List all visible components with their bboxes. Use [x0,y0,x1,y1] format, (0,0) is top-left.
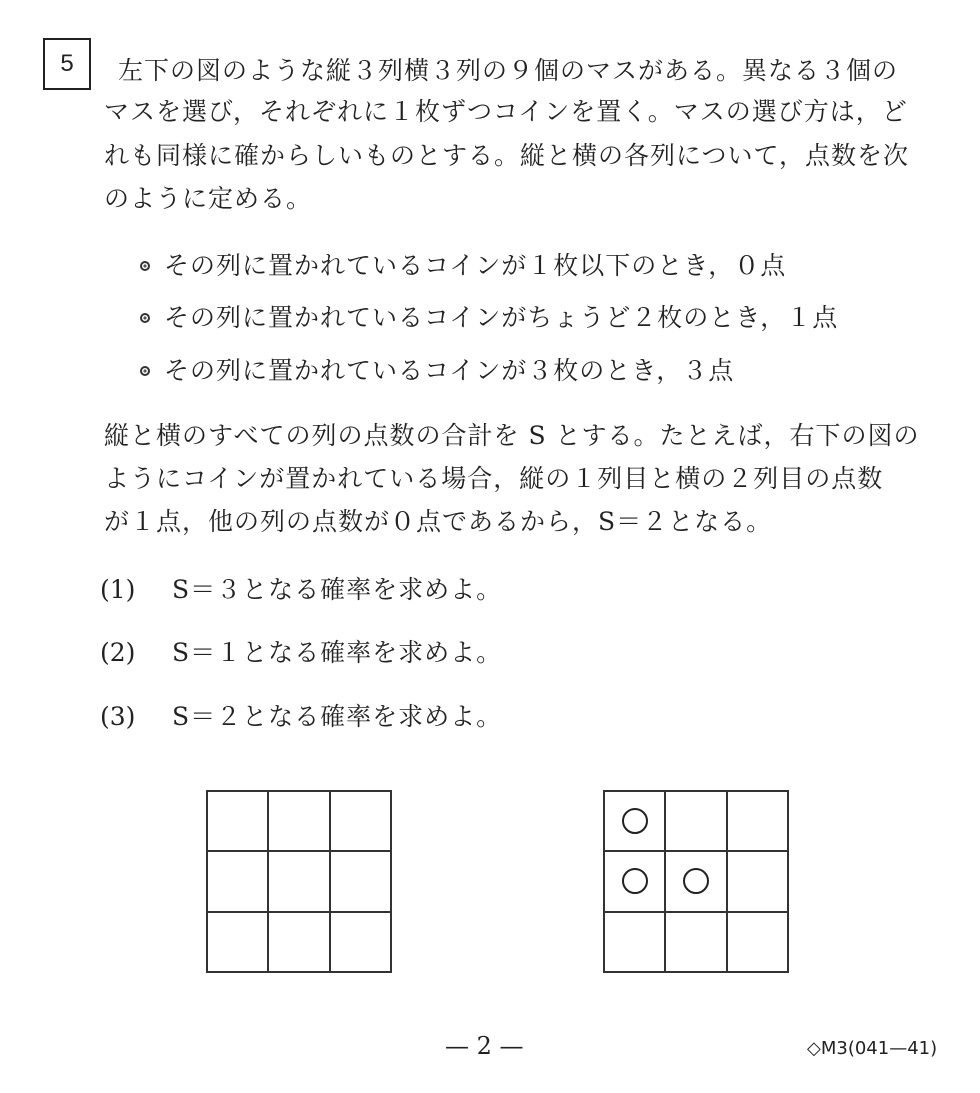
page-number: — 2 — [445,1032,524,1060]
example-grid-figure [603,790,789,973]
grid-cell [604,912,665,972]
rule-item-3 [140,356,734,386]
question-2-text: S＝１となる確率を求めよ。 [172,638,503,667]
rule-item-1 [140,251,786,281]
grid-cell [330,791,391,851]
question-1-text: S＝３となる確率を求めよ。 [172,575,503,604]
coin-icon [683,868,709,894]
grid-cell [727,851,788,911]
grid-cell [665,851,726,911]
intro-line-1: 左下の図のような縦３列横３列の９個のマスがある。異なる３個の [118,56,899,85]
grid-cell [268,851,329,911]
question-2-label: (2) [100,638,136,667]
grid-cell [727,912,788,972]
explanation-line-3: が１点，他の列の点数が０点であるから，S＝２となる。 [104,507,773,536]
question-3-label: (3) [100,702,136,731]
grid-cell [665,791,726,851]
problem-number-box [43,38,91,90]
question-3-text: S＝２となる確率を求めよ。 [172,702,503,731]
grid-cell [207,851,268,911]
coin-icon [622,868,648,894]
grid-cell [330,851,391,911]
grid-cell [207,912,268,972]
empty-grid-figure [206,790,392,973]
question-1-label: (1) [100,575,136,604]
grid-cell [268,912,329,972]
bullet-icon [140,313,150,323]
exam-code: ◇M3(041—41) [807,1038,938,1059]
grid-cell [727,791,788,851]
rule-text-3: その列に置かれているコインが３枚のとき，３点 [164,356,735,385]
explanation-line-1: 縦と横のすべての列の点数の合計を S とする。たとえば，右下の図の [104,421,920,450]
intro-line-2: マスを選び，それぞれに１枚ずつコインを置く。マスの選び方は，ど [104,97,908,126]
rule-text-2: その列に置かれているコインがちょうど２枚のとき，１点 [164,303,839,332]
grid-cell [268,791,329,851]
grid-cell [604,791,665,851]
grid-cell [330,912,391,972]
problem-number: 5 [60,50,74,77]
intro-line-4: のように定める。 [104,184,313,213]
bullet-icon [140,261,150,271]
bullet-icon [140,366,150,376]
coin-icon [622,808,648,834]
intro-line-3: れも同様に確からしいものとする。縦と横の各列について，点数を次 [104,141,910,170]
rule-item-2 [140,303,838,333]
rule-text-1: その列に置かれているコインが１枚以下のとき，０点 [164,251,787,280]
grid-cell [207,791,268,851]
grid-cell [604,851,665,911]
explanation-line-2: ようにコインが置かれている場合，縦の１列目と横の２列目の点数 [104,464,884,493]
grid-cell [665,912,726,972]
